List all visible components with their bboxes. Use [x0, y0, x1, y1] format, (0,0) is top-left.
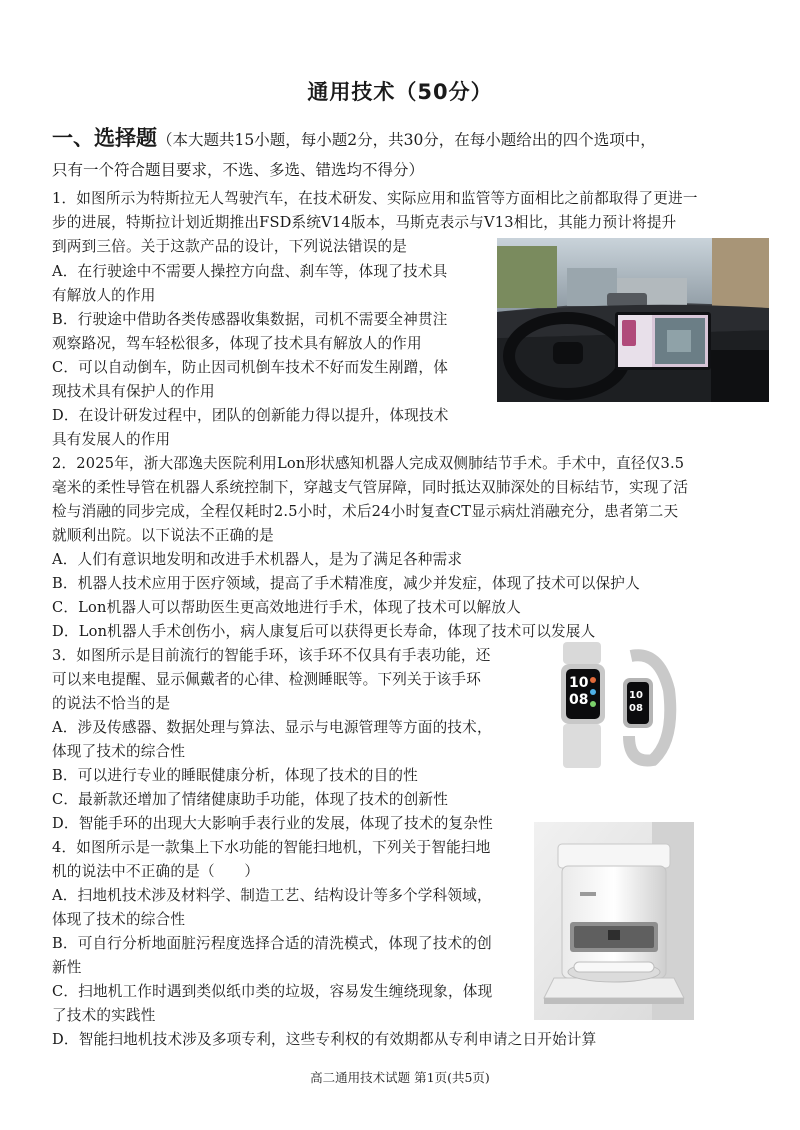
q3-stem-line3: 的说法不恰当的是: [52, 695, 171, 712]
section-header: [52, 123, 762, 185]
watch-minute-text: 08: [569, 692, 589, 708]
q4-option-c-line2: 了技术的实践性: [52, 1007, 156, 1024]
q4-option-c-line1: C．扫地机工作时遇到类似纸巾类的垃圾，容易发生缠绕现象，体现: [52, 983, 493, 1000]
q2-option-d: D．Lon机器人手术创伤小，病人康复后可以获得更长寿命，体现了技术可以发展人: [52, 623, 596, 640]
q4-option-b-line1: B．可自行分析地面脏污程度选择合适的清洗模式，体现了技术的创: [52, 935, 492, 952]
q1-stem-line1: 1．如图所示为特斯拉无人驾驶汽车，在技术研发、实际应用和监管等方面相比之前都取得了更进一: [52, 190, 698, 207]
q3-option-b: B．可以进行专业的睡眠健康分析，体现了技术的目的性: [52, 767, 418, 784]
q2-stem-line2: 毫米的柔性导管在机器人系统控制下，穿越支气管屏障，同时抵达双肺深处的目标结节，实现了活: [52, 479, 689, 496]
q1-option-b-line1: B．行驶途中借助各类传感器收集数据，司机不需要全神贯注: [52, 311, 448, 328]
watch-hour-text: 10: [569, 675, 589, 691]
robot-vacuum-illustration: [534, 822, 694, 1020]
q3-option-c: C．最新款还增加了情绪健康助手功能，体现了技术的创新性: [52, 791, 449, 808]
q1-option-a-line1: A．在行驶途中不需要人操控方向盘、刹车等，体现了技术具: [52, 263, 448, 280]
page-title: 通用技术（50分）: [307, 80, 493, 104]
q2-stem-line4: 就顺利出院。以下说法不正确的是: [52, 527, 274, 544]
q1-option-c-line2: 现技术具有保护人的作用: [52, 383, 215, 400]
q3-option-d: D．智能手环的出现大大影响手表行业的发展，体现了技术的复杂性: [52, 815, 493, 832]
q1-option-d-line1: D．在设计研发过程中，团队的创新能力得以提升，体现技术: [52, 407, 449, 424]
q1-option-d-line2: 具有发展人的作用: [52, 431, 171, 448]
q1-option-b-line2: 观察路况，驾车轻松很多，体现了技术具有解放人的作用: [52, 335, 422, 352]
q3-stem-line1: 3．如图所示是目前流行的智能手环，该手环不仅具有手表功能，还: [52, 647, 491, 664]
q2-stem-line3: 检与消融的同步完成，全程仅耗时2.5小时，术后24小时复查CT显示病灶消融充分，患者第二天: [52, 503, 679, 520]
q4-stem-line1: 4．如图所示是一款集上下水功能的智能扫地机，下列关于智能扫地: [52, 839, 491, 856]
car-interior-image: [497, 238, 769, 402]
car-interior-illustration: [497, 238, 769, 402]
q2-option-b: B．机器人技术应用于医疗领域，提高了手术精准度，减少并发症，体现了技术可以保护人: [52, 575, 640, 592]
q1-option-a-line2: 有解放人的作用: [52, 287, 156, 304]
q2-stem-line1: 2．2025年，浙大邵逸夫医院利用Lon形状感知机器人完成双侧肺结节手术。手术中，直径仅3.5: [52, 455, 685, 472]
q4-stem-line2: 机的说法中不正确的是（ ）: [52, 863, 260, 880]
q1-option-c-line1: C．可以自动倒车，防止因司机倒车技术不好而发生剐蹭，体: [52, 359, 449, 376]
q3-option-a-line2: 体现了技术的综合性: [52, 743, 186, 760]
q3-stem-line2: 可以来电提醒、显示佩戴者的心律、检测睡眠等。下列关于该手环: [52, 671, 482, 688]
watch2-minute-text: 08: [629, 703, 643, 714]
q2-option-c: C．Lon机器人可以帮助医生更高效地进行手术，体现了技术可以解放人: [52, 599, 521, 616]
q3-option-a-line1: A．涉及传感器、数据处理与算法、显示与电源管理等方面的技术，: [52, 719, 492, 736]
q4-option-b-line2: 新性: [52, 959, 82, 976]
robot-vacuum-image: [534, 822, 694, 1020]
q1-stem-line2: 步的进展，特斯拉计划近期推出FSD系统V14版本，马斯克表示与V13相比，其能力预计将提升: [52, 214, 677, 231]
smart-band-illustration: [555, 640, 679, 770]
smart-band-image: [555, 640, 679, 770]
section-desc-line2: 只有一个符合题目要求，不选、多选、错选均不得分）: [52, 161, 425, 179]
page-footer: 高二通用技术试题 第1页(共5页): [310, 1070, 490, 1085]
watch2-hour-text: 10: [629, 690, 643, 701]
q1-stem-line3: 到两到三倍。关于这款产品的设计，下列说法错误的是: [52, 238, 408, 255]
q4-option-a-line1: A．扫地机技术涉及材料学、制造工艺、结构设计等多个学科领域，: [52, 887, 492, 904]
section-desc-line1: （本大题共15小题，每小题2分，共30分，在每小题给出的四个选项中，: [157, 131, 656, 149]
q4-option-d: D．智能扫地机技术涉及多项专利，这些专利权的有效期都从专利申请之日开始计算: [52, 1031, 597, 1048]
section-heading: 一、选择题: [52, 126, 157, 150]
q4-option-a-line2: 体现了技术的综合性: [52, 911, 186, 928]
q2-option-a: A．人们有意识地发明和改进手术机器人，是为了满足各种需求: [52, 551, 463, 568]
